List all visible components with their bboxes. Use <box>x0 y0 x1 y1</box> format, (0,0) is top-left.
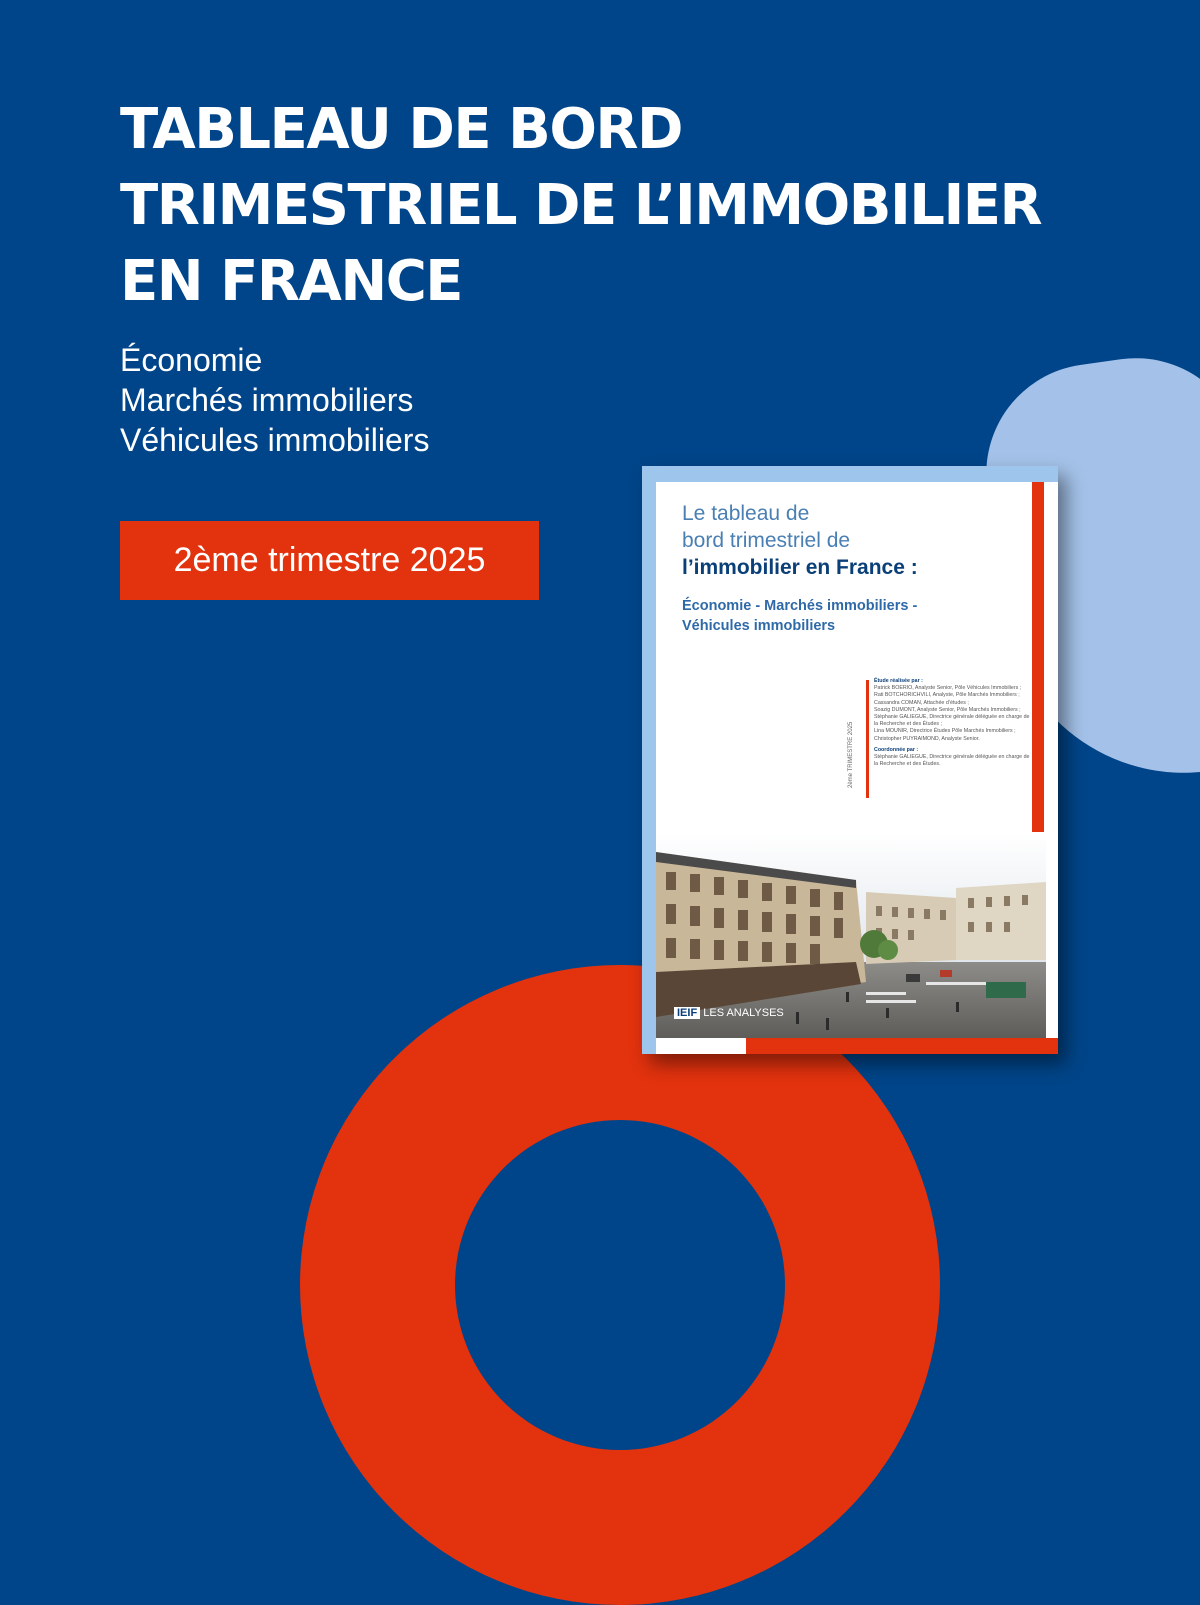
cover-credits <box>874 678 1034 768</box>
credit-item: Cassandra COMAN, Attachée d’études ; <box>874 699 969 706</box>
brand-label: LES ANALYSES <box>703 1007 784 1019</box>
ieif-logo: IEIF <box>674 1007 700 1019</box>
credits-heading: Étude réalisée par : <box>874 678 923 684</box>
report-cover <box>642 466 1058 1054</box>
cover-subtitle <box>682 596 917 636</box>
cover-subtitle-line-1: Économie - Marchés immobiliers - <box>682 598 918 614</box>
cover-vertical-label: 2ème TRIMESTRE 2025 <box>848 721 854 788</box>
coord-heading: Coordonnée par : <box>874 746 919 753</box>
credit-item: Rati BOTCHORICHVILI, Analyste, Pôle Marchés Immobiliers ; <box>874 692 1020 699</box>
cover-credits-rule <box>866 680 869 798</box>
cover-brand <box>674 1004 784 1022</box>
credit-item: Stéphanie GALIEGUE, Directrice générale déléguée en charge de la Recherche et des Études ; <box>874 714 1030 728</box>
credit-item: Patrick BOERIO, Analyste Senior, Pôle Véhicules Immobiliers ; <box>874 685 1022 692</box>
title-line-1: TABLEAU DE BORD <box>120 97 683 162</box>
coord-item: Stéphanie GALIEGUE, Directrice générale déléguée en charge de la Recherche et des Études. <box>874 754 1030 768</box>
topics-list <box>120 340 429 460</box>
credit-item: Soazig DUMONT, Analyste Senior, Pôle Marchés Immobiliers ; <box>874 706 1021 713</box>
cover-bottom-red-band <box>746 1038 1058 1054</box>
page-title <box>120 92 1041 320</box>
topic-economie: Économie <box>120 342 263 378</box>
cover-subtitle-line-2: Véhicules immobiliers <box>682 618 836 634</box>
cover-title-line-1: Le tableau de <box>682 502 810 525</box>
credit-item: Lina MOUNIR, Directrice Études Pôle Marchés Immobiliers ; <box>874 728 1016 735</box>
cover-left-band <box>642 466 656 1054</box>
decorative-arc-cutout <box>455 1120 785 1450</box>
cover-title-line-2: bord trimestriel de <box>682 529 851 552</box>
cover-title <box>682 500 918 581</box>
cover-top-band <box>642 466 1058 482</box>
period-badge: 2ème trimestre 2025 <box>120 521 539 600</box>
credit-item: Christopher PUYRAIMOND, Analyste Senior. <box>874 735 980 742</box>
title-line-2: TRIMESTRIEL DE L’IMMOBILIER <box>120 173 1042 238</box>
topic-vehicules: Véhicules immobiliers <box>120 422 430 458</box>
topic-marches: Marchés immobiliers <box>120 382 414 418</box>
cover-title-line-3: l’immobilier en France : <box>682 556 918 579</box>
title-line-3: EN FRANCE <box>120 249 463 314</box>
